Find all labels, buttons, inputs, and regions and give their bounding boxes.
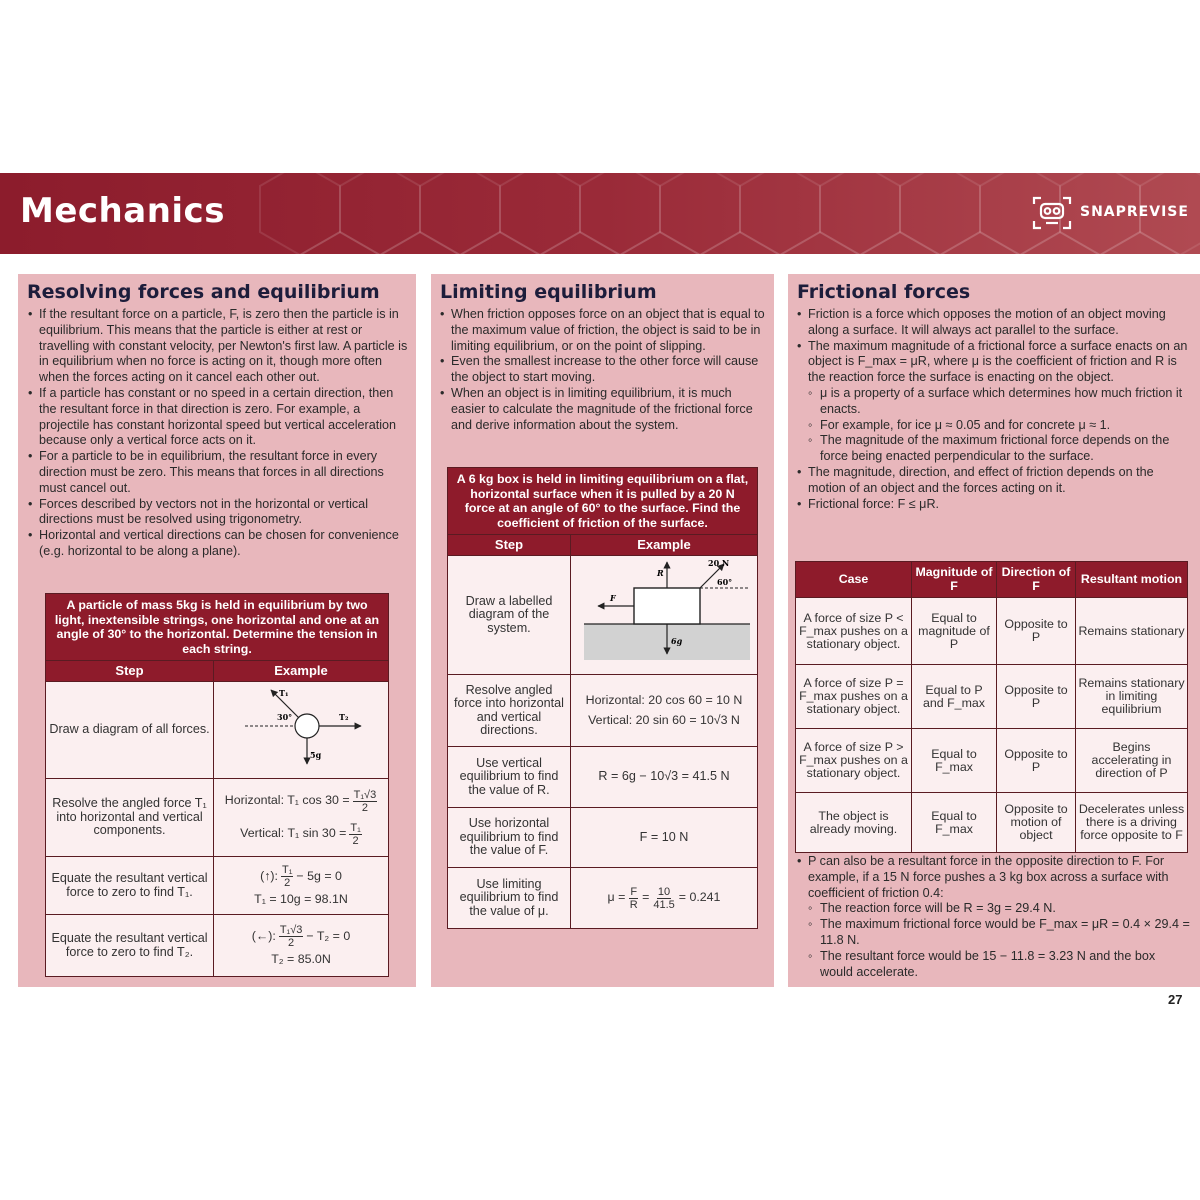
weight-label: 6g: [671, 636, 683, 647]
panel-resolving-forces: [18, 274, 416, 987]
bullet-item: • Frictional force: F ≤ μR.: [796, 497, 1191, 513]
table-cell: A force of size P > F_max pushes on a stationary object.: [796, 729, 912, 793]
fraction-denominator: 2: [288, 937, 295, 950]
table-cell: Opposite to P: [997, 598, 1076, 665]
fraction-numerator: T₁: [281, 864, 293, 877]
table-cell: Opposite to motion of object: [997, 793, 1076, 853]
column-header: Direction of F: [997, 562, 1076, 598]
panel-limiting-equilibrium: [431, 274, 774, 987]
bullet-list: [796, 854, 1191, 980]
resolve-horizontal: Horizontal: T₁ cos 30 =: [224, 793, 350, 808]
angle-label: 30°: [277, 712, 293, 723]
bullet-item: • When friction opposes force on an object that is equal to the maximum value of friction, the object is said to be in limiting equilibrium, or on the point of slipping.: [439, 307, 769, 354]
table-cell: Equal to magnitude of P: [912, 598, 997, 665]
equation-suffix: − 5g = 0: [296, 869, 342, 883]
step-cell: Equate the resultant vertical force to zero to find T₁.: [46, 857, 214, 915]
bullet-item: • For a particle to be in equilibrium, the resultant force in every direction must be zero. This means that forces in all directions must cancel out.: [27, 449, 412, 496]
angle-label: 60°: [717, 577, 733, 588]
sub-bullet-item: ◦ The reaction force will be R = 3g = 29.4 N.: [796, 901, 1191, 917]
bullet-item: • Horizontal and vertical directions can be chosen for convenience (e.g. horizontal to be along a plane).: [27, 528, 412, 560]
t1-label: T₁: [279, 688, 289, 699]
table-cell: Opposite to P: [997, 729, 1076, 793]
step-cell: Resolve angled force into horizontal and vertical directions.: [448, 675, 571, 747]
step-cell: Use limiting equilibrium to find the value of μ.: [448, 868, 571, 929]
bullet-list: [439, 307, 769, 433]
resolve-vertical: Vertical: 20 sin 60 = 10√3 N: [588, 712, 740, 727]
example-cell: [214, 857, 389, 915]
fraction-numerator: F: [630, 885, 638, 898]
table-cell: Remains stationary: [1076, 598, 1188, 665]
sub-bullet-item: ◦ The resultant force would be 15 − 11.8 = 3.23 N and the box would accelerate.: [796, 949, 1191, 981]
column-header: Example: [571, 535, 758, 556]
mu-prefix: μ =: [607, 890, 626, 905]
equation-result: T₁ = 10g = 98.1N: [254, 892, 348, 907]
table-cell: A force of size P < F_max pushes on a stationary object.: [796, 598, 912, 665]
table-cell: Decelerates unless there is a driving force opposite to F: [1076, 793, 1188, 853]
weight-label: 5g: [310, 750, 322, 761]
table-cell: Equal to F_max: [912, 793, 997, 853]
fraction-numerator: T₁√3: [353, 788, 377, 801]
table-cell: The object is already moving.: [796, 793, 912, 853]
bullet-item: • When an object is in limiting equilibrium, it is much easier to calculate the magnitude of the frictional force and derive information about the system.: [439, 386, 769, 433]
equation-suffix: − T₂ = 0: [306, 929, 351, 943]
fraction-denominator: R: [629, 898, 638, 911]
sub-bullet-item: ◦ The magnitude of the maximum frictional force depends on the force being enacted perpendicular to the surface.: [796, 433, 1191, 465]
bullet-list: [27, 307, 412, 560]
page-number: 27: [1168, 992, 1183, 1007]
brand-logo: [1032, 195, 1192, 235]
box-diagram: [574, 558, 754, 668]
friction-cases-table: [795, 561, 1188, 853]
example-question: A 6 kg box is held in limiting equilibrium on a flat, horizontal surface when it is pulled by a 20 N force at an angle of 60° to the surface. Find the coefficient of friction of the surface.: [448, 468, 758, 535]
t2-label: T₂: [339, 712, 349, 723]
example-table: [447, 467, 758, 929]
bullet-item: • Forces described by vectors not in the horizontal or vertical directions must be resolved using trigonometry.: [27, 497, 412, 529]
example-cell: [571, 868, 758, 929]
fraction-denominator: 2: [361, 801, 368, 814]
sub-bullet-item: ◦ μ is a property of a surface which determines how much friction it enacts.: [796, 386, 1191, 418]
table-cell: Opposite to P: [997, 665, 1076, 729]
equation-result: T₂ = 85.0N: [271, 952, 331, 967]
step-cell: Draw a labelled diagram of the system.: [448, 556, 571, 675]
friction-label: F: [610, 593, 616, 604]
panel-title: Frictional forces: [797, 281, 971, 303]
table-cell: Equal to F_max: [912, 729, 997, 793]
mu-result: = 0.241: [678, 890, 721, 905]
example-cell: [214, 779, 389, 857]
table-cell: Remains stationary in limiting equilibrium: [1076, 665, 1188, 729]
panel-title: Limiting equilibrium: [440, 281, 657, 303]
snaprevise-robot-icon: [1032, 195, 1072, 231]
column-header: Resultant motion: [1076, 562, 1188, 598]
column-header: Step: [448, 535, 571, 556]
force-diagram: [217, 682, 385, 774]
column-header: Case: [796, 562, 912, 598]
force-label: 20 N: [708, 558, 730, 569]
example-cell: R = 6g − 10√3 = 41.5 N: [571, 747, 758, 808]
fraction-numerator: 10: [657, 885, 671, 898]
bullet-item: • P can also be a resultant force in the opposite direction to F. For example, if a 15 N force pushes a 3 kg box across a surface with coefficient of friction 0.4:: [796, 854, 1191, 901]
column-header: Magnitude of F: [912, 562, 997, 598]
reaction-label: R: [657, 568, 664, 579]
table-cell: A force of size P = F_max pushes on a stationary object.: [796, 665, 912, 729]
bullet-item: • If a particle has constant or no speed in a certain direction, then the resultant force in that direction is zero. For example, a projectile has constant horizontal speed but vertical acceleration because only a vertical force acts on it.: [27, 386, 412, 449]
equation-prefix: (←):: [251, 929, 276, 943]
bullet-item: • The magnitude, direction, and effect of friction depends on the motion of an object and the forces acting on it.: [796, 465, 1191, 497]
brand-name: SNAPREVISE: [1080, 204, 1189, 220]
example-cell: [214, 915, 389, 977]
step-cell: Use horizontal equilibrium to find the value of F.: [448, 808, 571, 868]
fraction-denominator: 2: [352, 834, 359, 847]
example-cell: [214, 682, 389, 779]
fraction-denominator: 41.5: [653, 898, 675, 911]
bullet-item: • Even the smallest increase to the other force will cause the object to start moving.: [439, 354, 769, 386]
equals-sign: =: [642, 890, 650, 905]
step-cell: Resolve the angled force T₁ into horizontal and vertical components.: [46, 779, 214, 857]
column-header: Step: [46, 661, 214, 682]
fraction-numerator: T₁: [350, 821, 361, 834]
table-cell: Begins accelerating in direction of P: [1076, 729, 1188, 793]
table-cell: Equal to P and F_max: [912, 665, 997, 729]
fraction-denominator: 2: [284, 877, 291, 890]
resolve-vertical: Vertical: T₁ sin 30 =: [240, 826, 347, 841]
step-cell: Use vertical equilibrium to find the value of R.: [448, 747, 571, 808]
bullet-item: • The maximum magnitude of a frictional force a surface enacts on an object is F_max = μR, where μ is the coefficient of friction and R is the reaction force the surface is enacting on the object.: [796, 339, 1191, 386]
example-cell: F = 10 N: [571, 808, 758, 868]
step-cell: Draw a diagram of all forces.: [46, 682, 214, 779]
bullet-list: [796, 307, 1191, 512]
example-table: [45, 593, 389, 977]
fraction-numerator: T₁√3: [279, 924, 303, 937]
example-question: A particle of mass 5kg is held in equilibrium by two light, inextensible strings, one horizontal and one at an angle of 30° to the horizontal. Determine the tension in each string.: [46, 594, 389, 661]
equation-prefix: (↑):: [260, 869, 278, 883]
example-cell: [571, 675, 758, 747]
step-cell: Equate the resultant vertical force to zero to find T₂.: [46, 915, 214, 977]
header-banner: [0, 173, 1200, 254]
sub-bullet-item: ◦ For example, for ice μ ≈ 0.05 and for concrete μ ≈ 1.: [796, 418, 1191, 434]
column-header: Example: [214, 661, 389, 682]
bullet-item: • Friction is a force which opposes the motion of an object moving along a surface. It will always act parallel to the surface.: [796, 307, 1191, 339]
page-title: Mechanics: [20, 191, 225, 231]
resolve-horizontal: Horizontal: 20 cos 60 = 10 N: [585, 693, 743, 707]
example-cell: [571, 556, 758, 675]
sub-bullet-item: ◦ The maximum frictional force would be F_max = μR = 0.4 × 29.4 = 11.8 N.: [796, 917, 1191, 949]
panel-title: Resolving forces and equilibrium: [27, 281, 380, 303]
bullet-item: • If the resultant force on a particle, F, is zero then the particle is in equilibrium. This means that the particle is either at rest or travelling with constant velocity, per Newton's first law. A particle is in equilibrium when no force is acting on it, though more often when the forces acting on it cancel each other out.: [27, 307, 412, 386]
